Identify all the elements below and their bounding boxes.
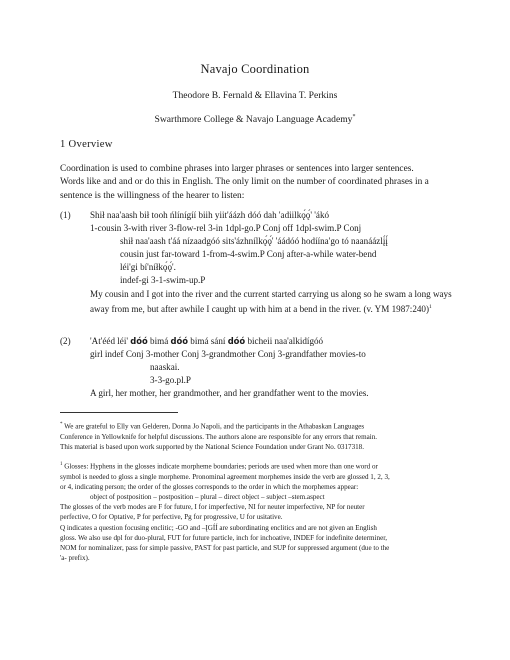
example-number: (1) <box>60 210 71 220</box>
navajo-word: 'At'ééd léi' <box>90 336 131 346</box>
conj-word: dóó <box>170 336 189 346</box>
intro-line: Words like and and or do this in English. The only limit on the number of coordinated phrases in a <box>60 177 429 188</box>
footnote-line: gloss. We also use dpl for duo-plural, FUT for future particle, inch for inchoative, INDEF for indefinite determiner, <box>60 533 388 542</box>
affiliation-footnote-mark: * <box>352 114 356 120</box>
footnote-line: symbol is needed to gloss a single morpheme. Pronominal agreement morphemes inside the verb are glossed 1, 2, 3, <box>60 472 390 481</box>
navajo-line: shił naa'aash t'áá nízaadgóó sits'ázhnílkǫ́ǫ́' 'áádóó hodíína'go tó naanáázlį́į́ <box>120 236 388 247</box>
example-body <box>90 335 460 400</box>
example-body <box>90 209 460 316</box>
navajo-line: naaskai. <box>150 362 180 373</box>
navajo-line: léi'gi bí'níłkǫ́ǫ́'. <box>120 262 176 273</box>
example-number: (2) <box>60 336 71 346</box>
navajo-word: bicheii naa'alkidígóó <box>245 336 324 346</box>
navajo-line <box>90 335 460 348</box>
footnote-line <box>60 420 455 432</box>
footnote-line: Conference in Yellowknife for helpful discussions. The authors alone are responsible for any errors that remain. <box>60 432 378 441</box>
gloss-line: 1-cousin 3-with river 3-flow-rel 3-in 1dpl-go.P Conj off 1dpl-swim.P Conj <box>90 223 362 234</box>
footnote-text: Glosses: Hyphens in the glosses indicate morpheme boundaries; periods are used when more than one word or <box>62 462 378 471</box>
gloss-line: indef-gi 3-1-swim-up.P <box>120 275 206 286</box>
footnote-line: The glosses of the verb modes are F for future, I for imperfective, NI for neuter imperfective, NP for neuter <box>60 503 365 512</box>
conj-word: dóó <box>130 336 148 346</box>
intro-paragraph <box>60 163 454 203</box>
translation-text: My cousin and I got into the river and the current started carrying us along so he swam a long ways away from me, but after awhile I caught up with him at a bend in the river. (v. YM 1987:240) <box>90 288 452 314</box>
footnote-line: 'a- prefix). <box>60 554 90 563</box>
footnote-line <box>60 460 455 472</box>
footnote-text: We are grateful to Elly van Gelderen, Donna Jo Napoli, and the participants in the Athabaskan Languages <box>62 422 365 431</box>
section-heading: 1 Overview <box>60 139 113 150</box>
footnote-glosses <box>60 460 455 563</box>
navajo-word: bimá sání <box>188 336 228 346</box>
footnote-rule <box>60 412 178 413</box>
translation-line: A girl, her mother, her grandmother, and her grandfather went to the movies. <box>90 388 369 399</box>
footnote-line: Q indicates a question focusing enclitic; -GO and –ĮGÍÍ are subordinating enclitics and are not given an English <box>60 523 377 532</box>
footnote-line: NOM for nominalizer, pass for simple passive, PAST for past particle, and SUP for suppressed argument (due to the <box>60 543 390 552</box>
footnote-line: perfective, O for Optative, P for perfective, Pg for progressive, U for usitative. <box>60 513 283 522</box>
paper-authors: Theodore B. Fernald & Ellavina T. Perkins <box>172 90 338 101</box>
navajo-line: Shił naa'aash bił tooh ńlínígíí biih yiit'áázh dóó dah 'adiilkǫ́ǫ́' 'ákó <box>90 210 330 220</box>
footnote-line: object of postposition – postposition – plural – direct object – subject –stem.aspect <box>90 492 325 501</box>
gloss-line: 3-3-go.pl.P <box>150 375 191 386</box>
affiliation-text: Swarthmore College & Navajo Language Academy <box>154 114 353 126</box>
paper-title: Navajo Coordination <box>200 62 310 76</box>
footnote-line: or 4, indicating person; the order of the glosses corresponds to the order in which the morphemes appear: <box>60 482 359 491</box>
footnote-acknowledgement <box>60 420 455 452</box>
footnote-line: This material is based upon work supported by the National Science Foundation under Grant No. 0317318. <box>60 442 364 451</box>
gloss-line: girl indef Conj 3-mother Conj 3-grandmother Conj 3-grandfather movies-to <box>90 349 366 360</box>
intro-line: sentence is the willingness of the hearer to listen: <box>60 190 245 201</box>
paper-affiliation <box>0 114 510 125</box>
footnote-mark: 1 <box>60 462 63 467</box>
conj-word: dóó <box>227 336 246 346</box>
footnote-mark: * <box>60 422 63 427</box>
translation-line <box>90 288 456 316</box>
translation-footnote-mark: 1 <box>429 303 432 310</box>
gloss-line: cousin just far-toward 1-from-4-swim.P Conj after-a-while water-bend <box>120 249 377 260</box>
navajo-word: bimá <box>147 336 171 346</box>
intro-line: Coordination is used to combine phrases into larger phrases or sentences into larger sentences. <box>60 164 414 174</box>
